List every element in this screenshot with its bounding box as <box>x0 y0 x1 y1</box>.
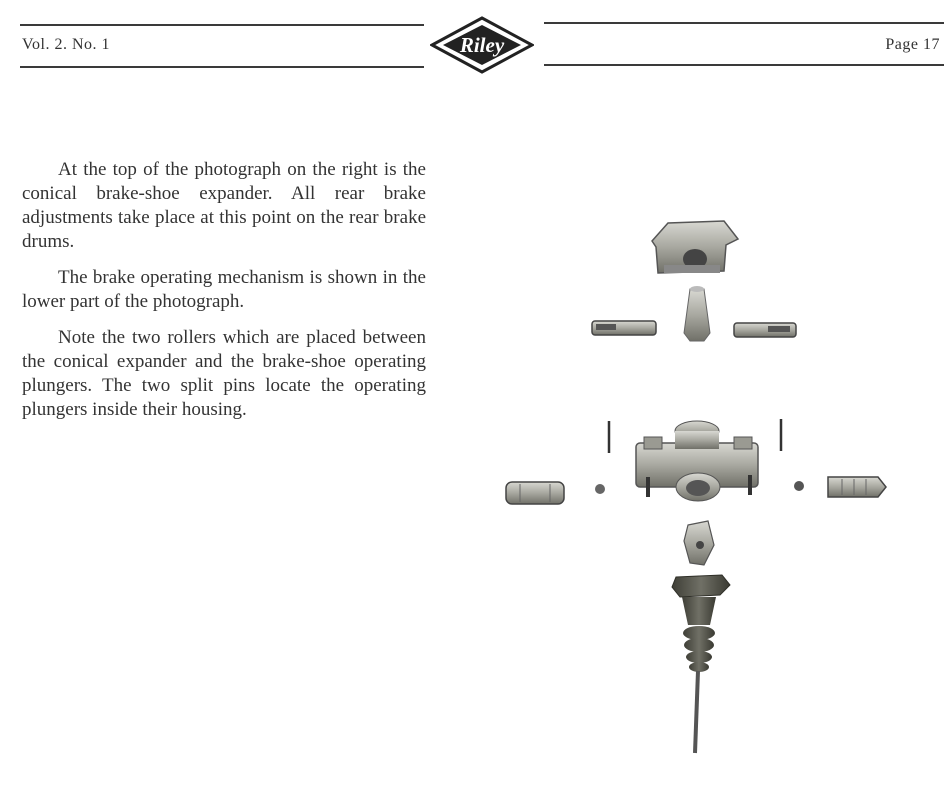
paragraph-3: Note the two rollers which are placed between the conical expander and the brake-shoe operating plungers. The two split pins locate the operating plungers inside their housing. <box>22 327 426 420</box>
riley-logo <box>430 16 534 74</box>
ball-left <box>595 484 605 494</box>
plunger-right <box>828 477 886 497</box>
volume-number: Vol. 2. No. 1 <box>22 36 110 53</box>
paragraph-2: The brake operating mechanism is shown in the lower part of the photograph. <box>22 267 426 312</box>
page-number: Page 17 <box>885 36 940 53</box>
roller-left <box>592 321 656 335</box>
plunger-housing <box>636 421 758 501</box>
article-text <box>22 158 426 434</box>
plunger-left <box>506 482 564 504</box>
header-rule-right-top <box>544 22 944 24</box>
header-rule-right-bottom <box>544 64 944 66</box>
operating-rod-assembly <box>672 521 730 753</box>
paragraph-1: At the top of the photograph on the right is the conical brake-shoe expander. All rear brake adjustments take place at this point on the rear brake drums. <box>22 159 426 252</box>
brake-parts-photograph <box>490 205 910 765</box>
header-rule-left-bottom <box>20 66 424 68</box>
logo-text: Riley <box>459 33 505 57</box>
cone-pin <box>684 286 710 341</box>
header-rule-left-top <box>20 24 424 26</box>
conical-expander <box>652 221 738 273</box>
roller-right <box>734 323 796 337</box>
ball-right <box>794 481 804 491</box>
